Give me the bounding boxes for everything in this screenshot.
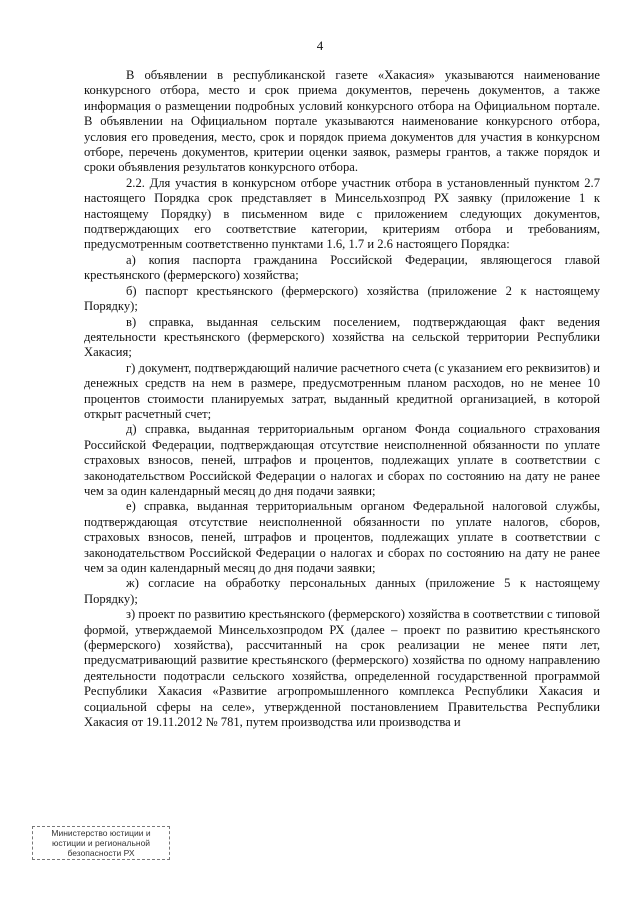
list-item-a: а) копия паспорта гражданина Российской Федерации, являющегося главой крестьянского (фермерского) хозяйства; (84, 252, 600, 283)
list-item-v: в) справка, выданная сельским поселением, подтверждающая факт ведения деятельности крестьянского (фермерского) хозяйства на сельской территории Республики Хакасия; (84, 314, 600, 360)
stamp-line-1: Министерство юстиции и (51, 828, 151, 838)
paragraph-2-2: 2.2. Для участия в конкурсном отборе участник отбора в установленный пунктом 2.7 настоящего Порядка срок представляет в Минсельхозпрод РХ заявку (приложение 1 к настоящему Порядку) в письменном виде с приложением следующих документов, подтверждающих его соответствие категории, критериям отбора и требованиям, предусмотренным соответственно пунктами 1.6, 1.7 и 2.6 настоящего Порядка: (84, 175, 600, 252)
list-item-d: д) справка, выданная территориальным органом Фонда социального страхования Российской Федерации, подтверждающая отсутствие неисполненной обязанности по уплате страховых взносов, пеней, штрафов и процентов, подлежащих уплате в соответствии с законодательством Российской Федерации о налогах и сборах по состоянию на дату не ранее чем за один календарный месяц до дня подачи заявки; (84, 422, 600, 498)
page-number: 4 (316, 38, 324, 53)
paragraph-announcement: В объявлении в республиканской газете «Хакасия» указываются наименование конкурсного отбора, место и срок приема документов, перечень документов, а также информация о размещении подробных условий конкурсного отбора на Официальном портале. В объявлении на Официальном портале указываются наименование конкурсного отбора, условия его проведения, место, срок и порядок приема документов для участия в конкурсном отборе, перечень документов, критерии оценки заявок, размеры грантов, а также порядок и сроки объявления результатов конкурсного отбора. (84, 68, 600, 175)
document-body (84, 68, 600, 730)
list-item-zh: ж) согласие на обработку персональных данных (приложение 5 к настоящему Порядку); (84, 576, 600, 606)
list-item-z: з) проект по развитию крестьянского (фермерского) хозяйства в соответствии с типовой формой, утверждаемой Минсельхозпродом РХ (далее – проект по развитию крестьянского (фермерского) хозяйства), рассчитанный на срок реализации не менее пяти лет, предусматривающий развитие крестьянского (фермерского) хозяйства по одному направлению деятельности подотрасли сельского хозяйства, определенной государственной программой Республики Хакасия «Развитие агропромышленного комплекса Республики Хакасия и социальной сферы на селе», утвержденной постановлением Правительства Республики Хакасия от 19.11.2012 № 781, путем производства или производства и (84, 607, 600, 730)
ministry-stamp (32, 826, 170, 860)
list-item-g: г) документ, подтверждающий наличие расчетного счета (с указанием его реквизитов) и денежных средств на нем в размере, предусмотренным планом расходов, но не менее 10 процентов стоимости планируемых затрат, выданный кредитной организацией, в которой открыт расчетный счет; (84, 360, 600, 421)
list-item-e: е) справка, выданная территориальным органом Федеральной налоговой службы, подтверждающая отсутствие неисполненной обязанности по уплате налогов, сборов, страховых взносов, пеней, штрафов и процентов, подлежащих уплате в соответствии с законодательством Российской Федерации о налогах и сборах по состоянию на дату не ранее чем за один календарный месяц до дня подачи заявки; (84, 499, 600, 575)
list-item-b: б) паспорт крестьянского (фермерского) хозяйства (приложение 2 к настоящему Порядку); (84, 283, 600, 314)
stamp-line-3: безопасности РХ (67, 848, 135, 858)
stamp-line-2: юстиции и региональной (51, 838, 151, 848)
